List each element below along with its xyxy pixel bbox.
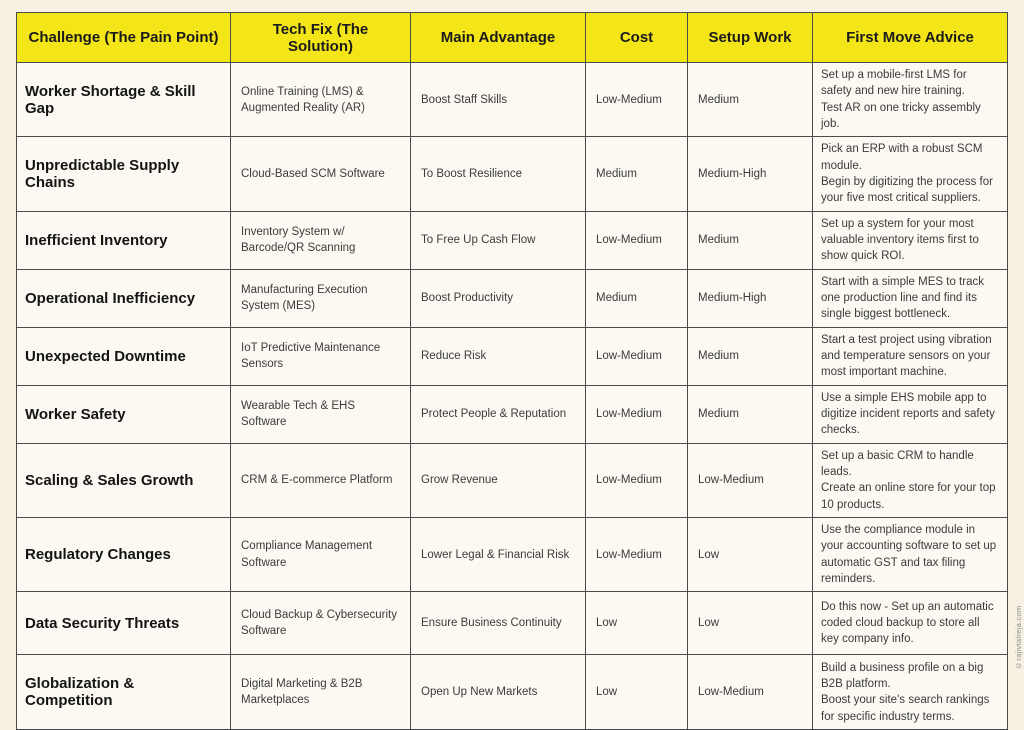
cell-challenge: Unexpected Downtime — [17, 327, 231, 385]
table-row — [17, 385, 1008, 443]
table-row — [17, 655, 1008, 730]
cell-setup: Medium-High — [688, 137, 813, 211]
column-header-cost: Cost — [586, 13, 688, 63]
cell-cost: Medium — [586, 137, 688, 211]
advice-line: Create an online store for your top 10 products. — [821, 482, 996, 511]
cell-cost: Low-Medium — [586, 211, 688, 269]
cell-advice — [813, 63, 1008, 137]
cell-advantage: Protect People & Reputation — [411, 385, 586, 443]
cell-setup: Low-Medium — [688, 655, 813, 730]
cell-advantage: To Boost Resilience — [411, 137, 586, 211]
table-body — [17, 63, 1008, 730]
advice-line: Do this now - Set up an automatic coded cloud backup to store all key company info. — [821, 600, 994, 646]
table-row — [17, 592, 1008, 655]
cell-advice — [813, 327, 1008, 385]
advice-line: Set up a basic CRM to handle leads. — [821, 449, 974, 478]
cell-tech_fix: Online Training (LMS) & Augmented Reality (AR) — [231, 63, 411, 137]
cell-tech_fix: Manufacturing Execution System (MES) — [231, 269, 411, 327]
header-row — [17, 13, 1008, 63]
advice-line: Set up a mobile-first LMS for safety and new hire training. — [821, 69, 967, 98]
advice-line: Use the compliance module in your accounting software to set up automatic GST and tax filing reminders. — [821, 523, 997, 585]
cell-advantage: Boost Staff Skills — [411, 63, 586, 137]
cell-tech_fix: Cloud Backup & Cybersecurity Software — [231, 592, 411, 655]
table-row — [17, 137, 1008, 211]
cell-challenge: Worker Safety — [17, 385, 231, 443]
advice-line: Start with a simple MES to track one production line and find its single biggest bottleneck. — [821, 275, 984, 321]
advice-line: Begin by digitizing the process for your five most critical suppliers. — [821, 175, 993, 205]
cell-advantage: Grow Revenue — [411, 443, 586, 517]
cell-cost: Low-Medium — [586, 517, 688, 591]
cell-cost: Medium — [586, 269, 688, 327]
cell-setup: Low-Medium — [688, 443, 813, 517]
cell-setup: Medium — [688, 327, 813, 385]
cell-advice — [813, 269, 1008, 327]
cell-setup: Low — [688, 517, 813, 591]
cell-tech_fix: CRM & E-commerce Platform — [231, 443, 411, 517]
cell-cost: Low — [586, 592, 688, 655]
tech-fix-table — [16, 12, 1008, 730]
cell-tech_fix: Compliance Management Software — [231, 517, 411, 591]
cell-advice — [813, 517, 1008, 591]
cell-tech_fix: IoT Predictive Maintenance Sensors — [231, 327, 411, 385]
cell-challenge: Unpredictable Supply Chains — [17, 137, 231, 211]
column-header-advice: First Move Advice — [813, 13, 1008, 63]
cell-setup: Medium — [688, 385, 813, 443]
cell-tech_fix: Digital Marketing & B2B Marketplaces — [231, 655, 411, 730]
watermark-credit: ©rajivtalreja.com — [1014, 605, 1023, 670]
cell-advantage: Open Up New Markets — [411, 655, 586, 730]
table-row — [17, 63, 1008, 137]
cell-challenge: Inefficient Inventory — [17, 211, 231, 269]
table-header-row — [17, 13, 1008, 63]
cell-challenge: Scaling & Sales Growth — [17, 443, 231, 517]
cell-advantage: Reduce Risk — [411, 327, 586, 385]
advice-line: Test AR on one tricky assembly job. — [821, 101, 981, 130]
advice-line: Set up a system for your most valuable inventory items first to show quick ROI. — [821, 217, 979, 263]
column-header-challenge: Challenge (The Pain Point) — [17, 13, 231, 63]
table-row — [17, 443, 1008, 517]
cell-advice — [813, 592, 1008, 655]
cell-setup: Medium — [688, 211, 813, 269]
cell-cost: Low-Medium — [586, 63, 688, 137]
cell-advice — [813, 655, 1008, 730]
cell-advice — [813, 211, 1008, 269]
cell-tech_fix: Inventory System w/ Barcode/QR Scanning — [231, 211, 411, 269]
advice-line: Pick an ERP with a robust SCM module. — [821, 143, 983, 172]
table-row — [17, 327, 1008, 385]
cell-setup: Medium-High — [688, 269, 813, 327]
table-row — [17, 517, 1008, 591]
cell-setup: Medium — [688, 63, 813, 137]
cell-cost: Low-Medium — [586, 385, 688, 443]
cell-advice — [813, 137, 1008, 211]
cell-tech_fix: Cloud-Based SCM Software — [231, 137, 411, 211]
column-header-advantage: Main Advantage — [411, 13, 586, 63]
cell-challenge: Globalization & Competition — [17, 655, 231, 730]
cell-advice — [813, 385, 1008, 443]
advice-line: Start a test project using vibration and temperature sensors on your most important machine. — [821, 333, 992, 379]
table-row — [17, 269, 1008, 327]
cell-setup: Low — [688, 592, 813, 655]
cell-cost: Low — [586, 655, 688, 730]
advice-line: Build a business profile on a big B2B platform. — [821, 661, 984, 690]
cell-tech_fix: Wearable Tech & EHS Software — [231, 385, 411, 443]
advice-line: Use a simple EHS mobile app to digitize incident reports and safety checks. — [821, 391, 995, 437]
cell-advice — [813, 443, 1008, 517]
column-header-tech_fix: Tech Fix (The Solution) — [231, 13, 411, 63]
cell-cost: Low-Medium — [586, 327, 688, 385]
cell-cost: Low-Medium — [586, 443, 688, 517]
cell-challenge: Data Security Threats — [17, 592, 231, 655]
cell-challenge: Worker Shortage & Skill Gap — [17, 63, 231, 137]
advice-line: Boost your site's search rankings for specific industry terms. — [821, 694, 990, 723]
cell-challenge: Regulatory Changes — [17, 517, 231, 591]
cell-advantage: Boost Productivity — [411, 269, 586, 327]
tech-fix-table-container — [16, 12, 1008, 730]
cell-advantage: Lower Legal & Financial Risk — [411, 517, 586, 591]
cell-advantage: To Free Up Cash Flow — [411, 211, 586, 269]
cell-challenge: Operational Inefficiency — [17, 269, 231, 327]
table-row — [17, 211, 1008, 269]
cell-advantage: Ensure Business Continuity — [411, 592, 586, 655]
column-header-setup: Setup Work — [688, 13, 813, 63]
